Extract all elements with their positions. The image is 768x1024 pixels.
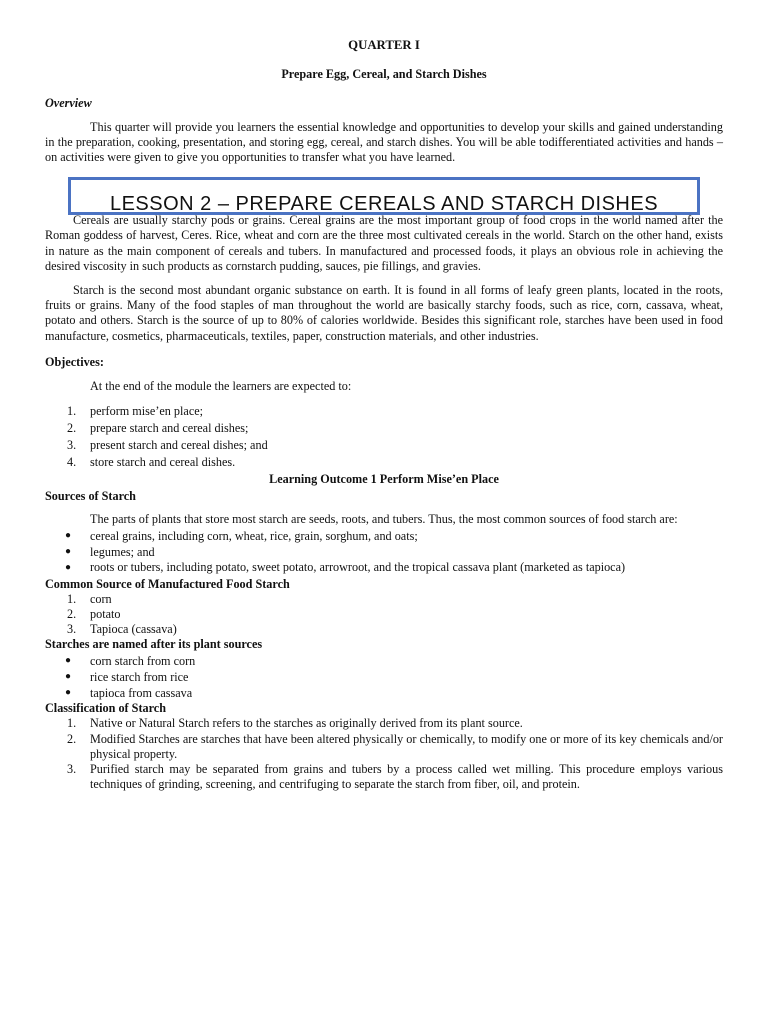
bullet-icon: ● (65, 562, 72, 574)
quarter-heading: QUARTER I (348, 38, 420, 52)
classification-heading: Classification of Starch (45, 701, 166, 716)
list-item: 3. Tapioca (cassava) (67, 622, 177, 637)
manufactured-list (45, 592, 723, 638)
list-item: ● corn starch from corn (65, 653, 196, 668)
list-item: 2. Modified Starches are starches that have been altered physically or chemically, to modify one or more of its key chemicals and/or physical property. (67, 731, 723, 761)
bullet-icon: ● (65, 530, 72, 542)
named-heading: Starches are named after its plant sources (45, 637, 263, 652)
list-item: 4. store starch and cereal dishes. (67, 454, 236, 469)
objectives-intro: At the end of the module the learners are expected to: (90, 379, 352, 394)
document-page (45, 38, 723, 793)
sources-text: The parts of plants that store most starch are seeds, roots, and tubers. Thus, the most common sources of food starch are: (90, 511, 678, 526)
bullet-icon: ● (65, 670, 72, 682)
sources-heading: Sources of Starch (45, 488, 136, 503)
list-item: 1. corn (67, 591, 112, 606)
list-item: ● tapioca from cassava (65, 686, 193, 701)
list-item: ● cereal grains, including corn, wheat, rice, grain, sorghum, and oats; (65, 529, 418, 544)
lesson-title: LESSON 2 – PREPARE CEREALS AND STARCH DISHES (109, 193, 659, 216)
learning-outcome-heading: Learning Outcome 1 Perform Mise’en Place (269, 472, 499, 487)
list-item: 2. prepare starch and cereal dishes; (67, 421, 249, 436)
list-item: 1. Native or Natural Starch refers to the starches as originally derived from its plant source. (67, 716, 523, 731)
objectives-list (45, 403, 723, 470)
module-title: Prepare Egg, Cereal, and Starch Dishes (281, 67, 487, 82)
sources-list (45, 528, 723, 576)
intro-paragraph-cereals: Cereals are usually starchy pods or grains. Cereal grains are the most important group of food crops in the world named after the Roman goddess of harvest, Ceres. Rice, wheat and corn are the three most cultivated cereals in the world. Starch on the other hand, exists in nature as the main component of cereals and tubers. In manufactured and processed foods, it plays an obvious role in achieving the desired viscosity in such products as cornstarch pudding, sauces, pie fillings, and gravies. (45, 213, 723, 273)
overview-text: This quarter will provide you learners the essential knowledge and opportunities to develop your skills and gained understanding in the preparation, cooking, presentation, and storing egg, cereal, and starch dishes. You will be able todifferentiated activities and hands – on activities were given to give you opportunities to transfer what you have learned. (45, 119, 723, 165)
manufactured-heading: Common Source of Manufactured Food Starch (45, 576, 290, 591)
list-item: 2. potato (67, 607, 121, 622)
list-item: 3. Purified starch may be separated from grains and tubers by a process called wet milling. This procedure employs various techniques of grinding, screening, and centrifuging to separate the starch from fiber, oil, and protein. (67, 762, 723, 792)
lesson-title-box (68, 177, 700, 215)
classification-list (45, 716, 723, 792)
objectives-heading: Objectives: (45, 354, 104, 369)
list-item: ● roots or tubers, including potato, sweet potato, arrowroot, and the tropical cassava plant (marketed as tapioca) (65, 560, 626, 575)
list-item: 3. present starch and cereal dishes; and (67, 437, 268, 452)
list-item: ● legumes; and (65, 545, 155, 560)
overview-heading: Overview (45, 96, 92, 111)
bullet-icon: ● (65, 654, 72, 666)
bullet-icon: ● (65, 687, 72, 699)
bullet-icon: ● (65, 546, 72, 558)
list-item: 1. perform mise’en place; (67, 404, 204, 419)
intro-paragraph-starch: Starch is the second most abundant organic substance on earth. It is found in all forms of leafy green plants, located in the roots, fruits or grains. Many of the food staples of man throughout the world are basically starchy foods, such as rice, corn, cassava, wheat, potato and others. Starch is the source of up to 80% of calories worldwide. Besides this significant role, starches have been used in food manufacture, cosmetics, pharmaceuticals, textiles, paper, construction materials, and other industries. (45, 283, 723, 343)
list-item: ● rice starch from rice (65, 669, 189, 684)
named-list (45, 653, 723, 702)
